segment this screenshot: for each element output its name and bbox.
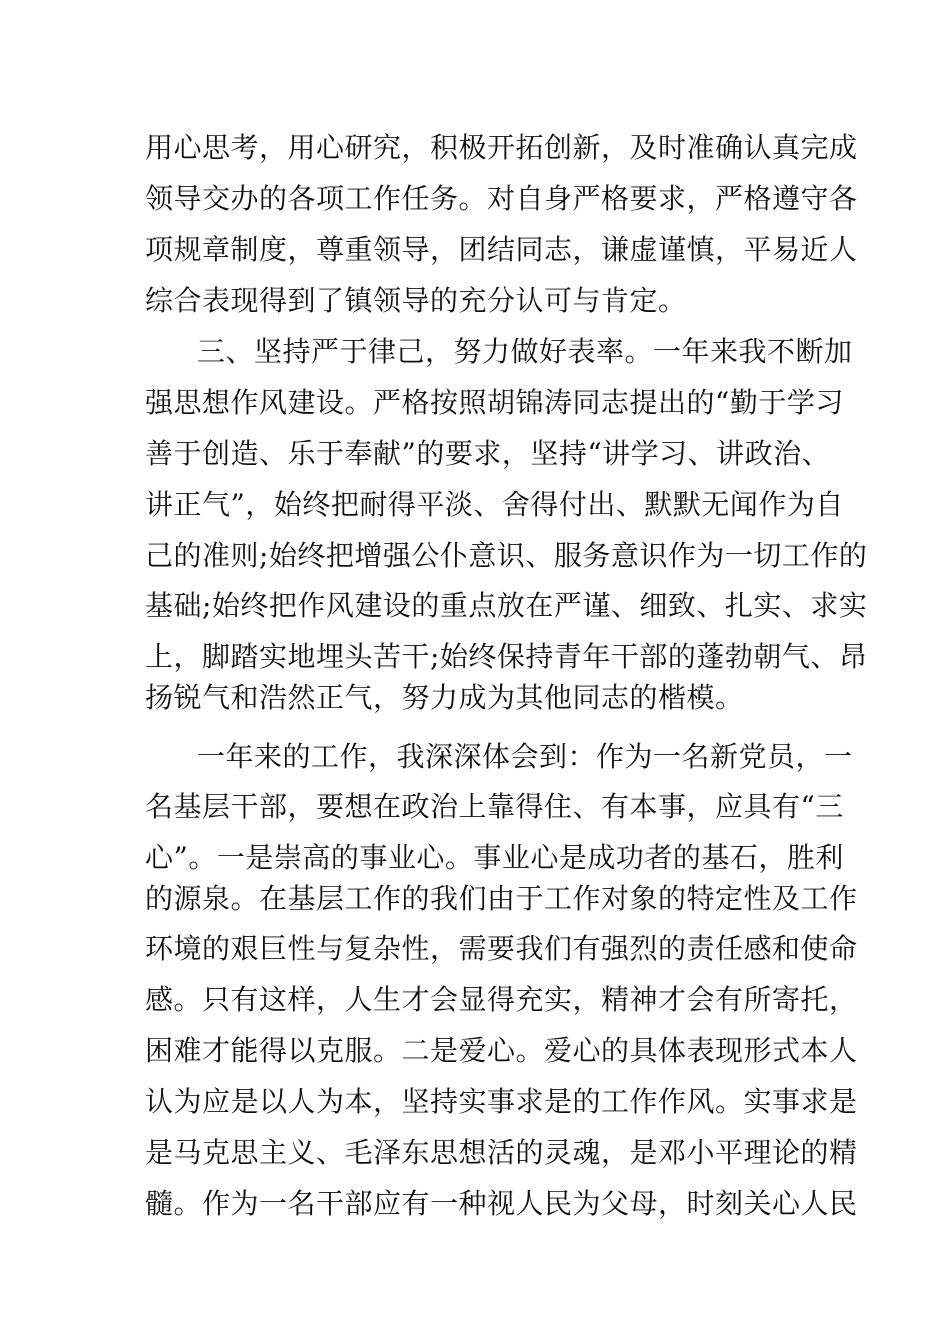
text-line: 困难才能得以克服。二是爱心。爱心的具体表现形式本人 (145, 1034, 858, 1067)
text-line: 综合表现得到了镇领导的充分认可与肯定。 (145, 284, 687, 317)
text-line: 名基层干部，要想在政治上靠得住、有本事，应具有“三 (145, 790, 844, 823)
text-line: 项规章制度，尊重领导，团结同志，谦虚谨慎，平易近人 (145, 233, 858, 266)
text-line: 扬锐气和浩然正气，努力成为其他同志的楷模。 (145, 681, 744, 714)
paragraph-first-line: 一年来的工作，我深深体会到：作为一名新党员，一 (197, 740, 853, 773)
text-line: 环境的艰巨性与复杂性，需要我们有强烈的责任感和使命 (145, 932, 858, 965)
text-line: 善于创造、乐于奉献”的要求，坚持“讲学习、讲政治、 (145, 437, 831, 470)
text-line: 的源泉。在基层工作的我们由于工作对象的特定性及工作 (145, 882, 858, 915)
text-line: 用心思考，用心研究，积极开拓创新，及时准确认真完成 (145, 131, 858, 164)
text-line: 上，脚踏实地埋头苦干;始终保持青年干部的蓬勃朝气、昂 (145, 640, 868, 673)
text-line: 讲正气”，始终把耐得平淡、舍得付出、默默无闻作为自 (145, 488, 844, 521)
text-line: 领导交办的各项工作任务。对自身严格要求，严格遵守各 (145, 182, 858, 215)
paragraph-first-line: 三、坚持严于律己，努力做好表率。一年来我不断加 (197, 335, 853, 368)
text-line: 感。只有这样，人生才会显得充实，精神才会有所寄托， (145, 983, 858, 1016)
text-line: 己的准则;始终把增强公仆意识、服务意识作为一切工作的 (145, 539, 868, 572)
text-line: 是马克思主义、毛泽东思想活的灵魂，是邓小平理论的精 (145, 1136, 858, 1169)
text-line: 强思想作风建设。严格按照胡锦涛同志提出的“勤于学习 (145, 386, 844, 419)
text-line: 认为应是以人为本，坚持实事求是的工作作风。实事求是 (145, 1085, 858, 1118)
text-line: 心”。一是崇高的事业心。事业心是成功者的基石，胜利 (145, 841, 844, 874)
text-line: 髓。作为一名干部应有一种视人民为父母，时刻关心人民 (145, 1187, 858, 1220)
text-line: 基础;始终把作风建设的重点放在严谨、细致、扎实、求实 (145, 589, 868, 622)
